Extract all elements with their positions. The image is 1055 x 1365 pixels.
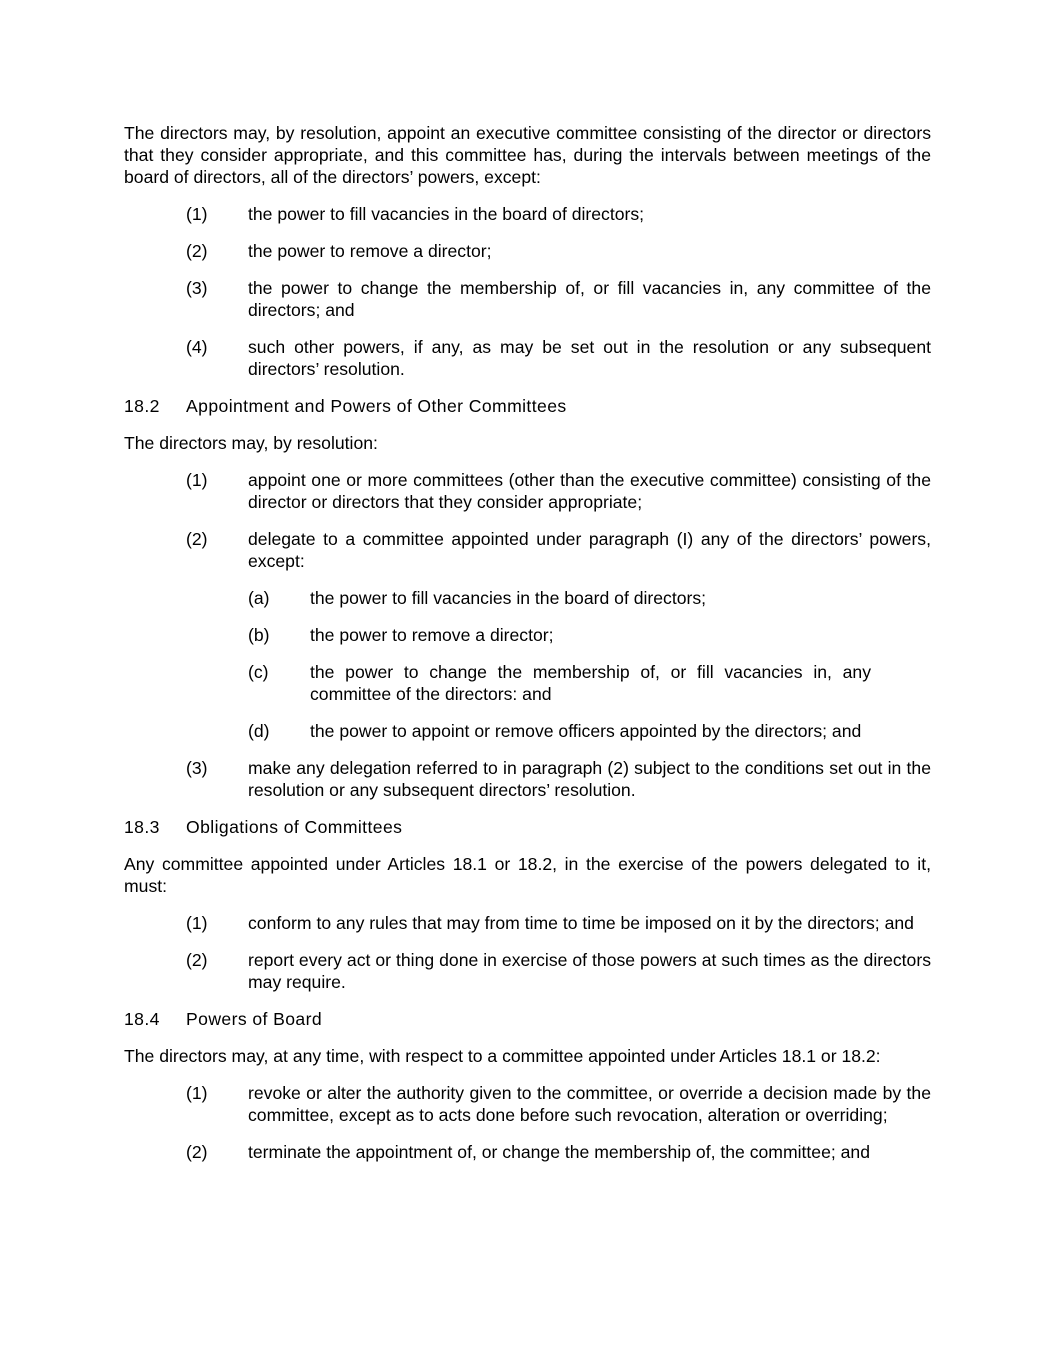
item-text: the power to fill vacancies in the board of directors; [310,588,707,608]
list-item [186,1141,931,1163]
section-number: 18.3 [124,817,160,837]
sub-list-item [248,587,871,609]
item-letter: (d) [248,721,270,741]
list-item [186,528,931,572]
section-title: Powers of Board [186,1009,323,1029]
item-number: (2) [186,1142,208,1162]
list-item [186,469,931,513]
item-text: the power to remove a director; [310,625,554,645]
item-number: (1) [186,913,208,933]
document-page [124,122,931,1163]
list-item [186,203,931,225]
section-heading-18-3 [124,816,931,838]
item-number: (2) [186,950,208,970]
section-number: 18.4 [124,1009,160,1029]
item-text: terminate the appointment of, or change the membership of, the committee; and [248,1142,870,1162]
item-text: make any delegation referred to in paragraph (2) subject to the conditions set out in the resolution or any subsequent directors’ resolution. [248,758,931,800]
list-item [186,757,931,801]
item-number: (4) [186,337,208,357]
item-letter: (c) [248,662,269,682]
list-item [186,277,931,321]
item-number: (3) [186,278,208,298]
section-intro: Any committee appointed under Articles 18.1 or 18.2, in the exercise of the powers delegated to it, must: [124,854,931,896]
section-number: 18.2 [124,396,160,416]
item-text: revoke or alter the authority given to the committee, or override a decision made by the committee, except as to acts done before such revocation, alteration or overriding; [248,1083,931,1125]
list-item [186,949,931,993]
item-text: conform to any rules that may from time to time be imposed on it by the directors; and [248,913,914,933]
list-item [186,240,931,262]
item-text: the power to fill vacancies in the board of directors; [248,204,645,224]
list-item [186,336,931,380]
item-number: (1) [186,1083,208,1103]
sub-list-item [248,661,871,705]
section-title: Obligations of Committees [186,817,403,837]
item-text: the power to appoint or remove officers appointed by the directors; and [310,721,862,741]
item-number: (2) [186,241,208,261]
item-letter: (b) [248,625,270,645]
item-text: appoint one or more committees (other than the executive committee) consisting of the director or directors that they consider appropriate; [248,470,931,512]
sub-list-item [248,624,871,646]
section-heading-18-4 [124,1008,931,1030]
section-heading-18-2 [124,395,931,417]
item-letter: (a) [248,588,270,608]
item-number: (1) [186,470,208,490]
section-title: Appointment and Powers of Other Committees [186,396,567,416]
item-text: the power to change the membership of, or fill vacancies in, any committee of the directors; and [248,278,931,320]
item-text: the power to change the membership of, or fill vacancies in, any committee of the directors: and [310,662,871,704]
item-number: (3) [186,758,208,778]
item-text: report every act or thing done in exercise of those powers at such times as the directors may require. [248,950,931,992]
intro-paragraph-18-1: The directors may, by resolution, appoint an executive committee consisting of the director or directors that they consider appropriate, and this committee has, during the intervals between meetings of the board of directors, all of the directors’ powers, except: [124,123,931,187]
section-intro: The directors may, by resolution: [124,433,378,453]
list-item [186,912,931,934]
item-text: such other powers, if any, as may be set out in the resolution or any subsequent directors’ resolution. [248,337,931,379]
item-number: (1) [186,204,208,224]
item-number: (2) [186,529,208,549]
section-intro: The directors may, at any time, with respect to a committee appointed under Articles 18.1 or 18.2: [124,1046,881,1066]
sub-list-item [248,720,1055,742]
item-text: delegate to a committee appointed under paragraph (I) any of the directors’ powers, except: [248,529,931,571]
item-text: the power to remove a director; [248,241,492,261]
list-item [186,1082,931,1126]
